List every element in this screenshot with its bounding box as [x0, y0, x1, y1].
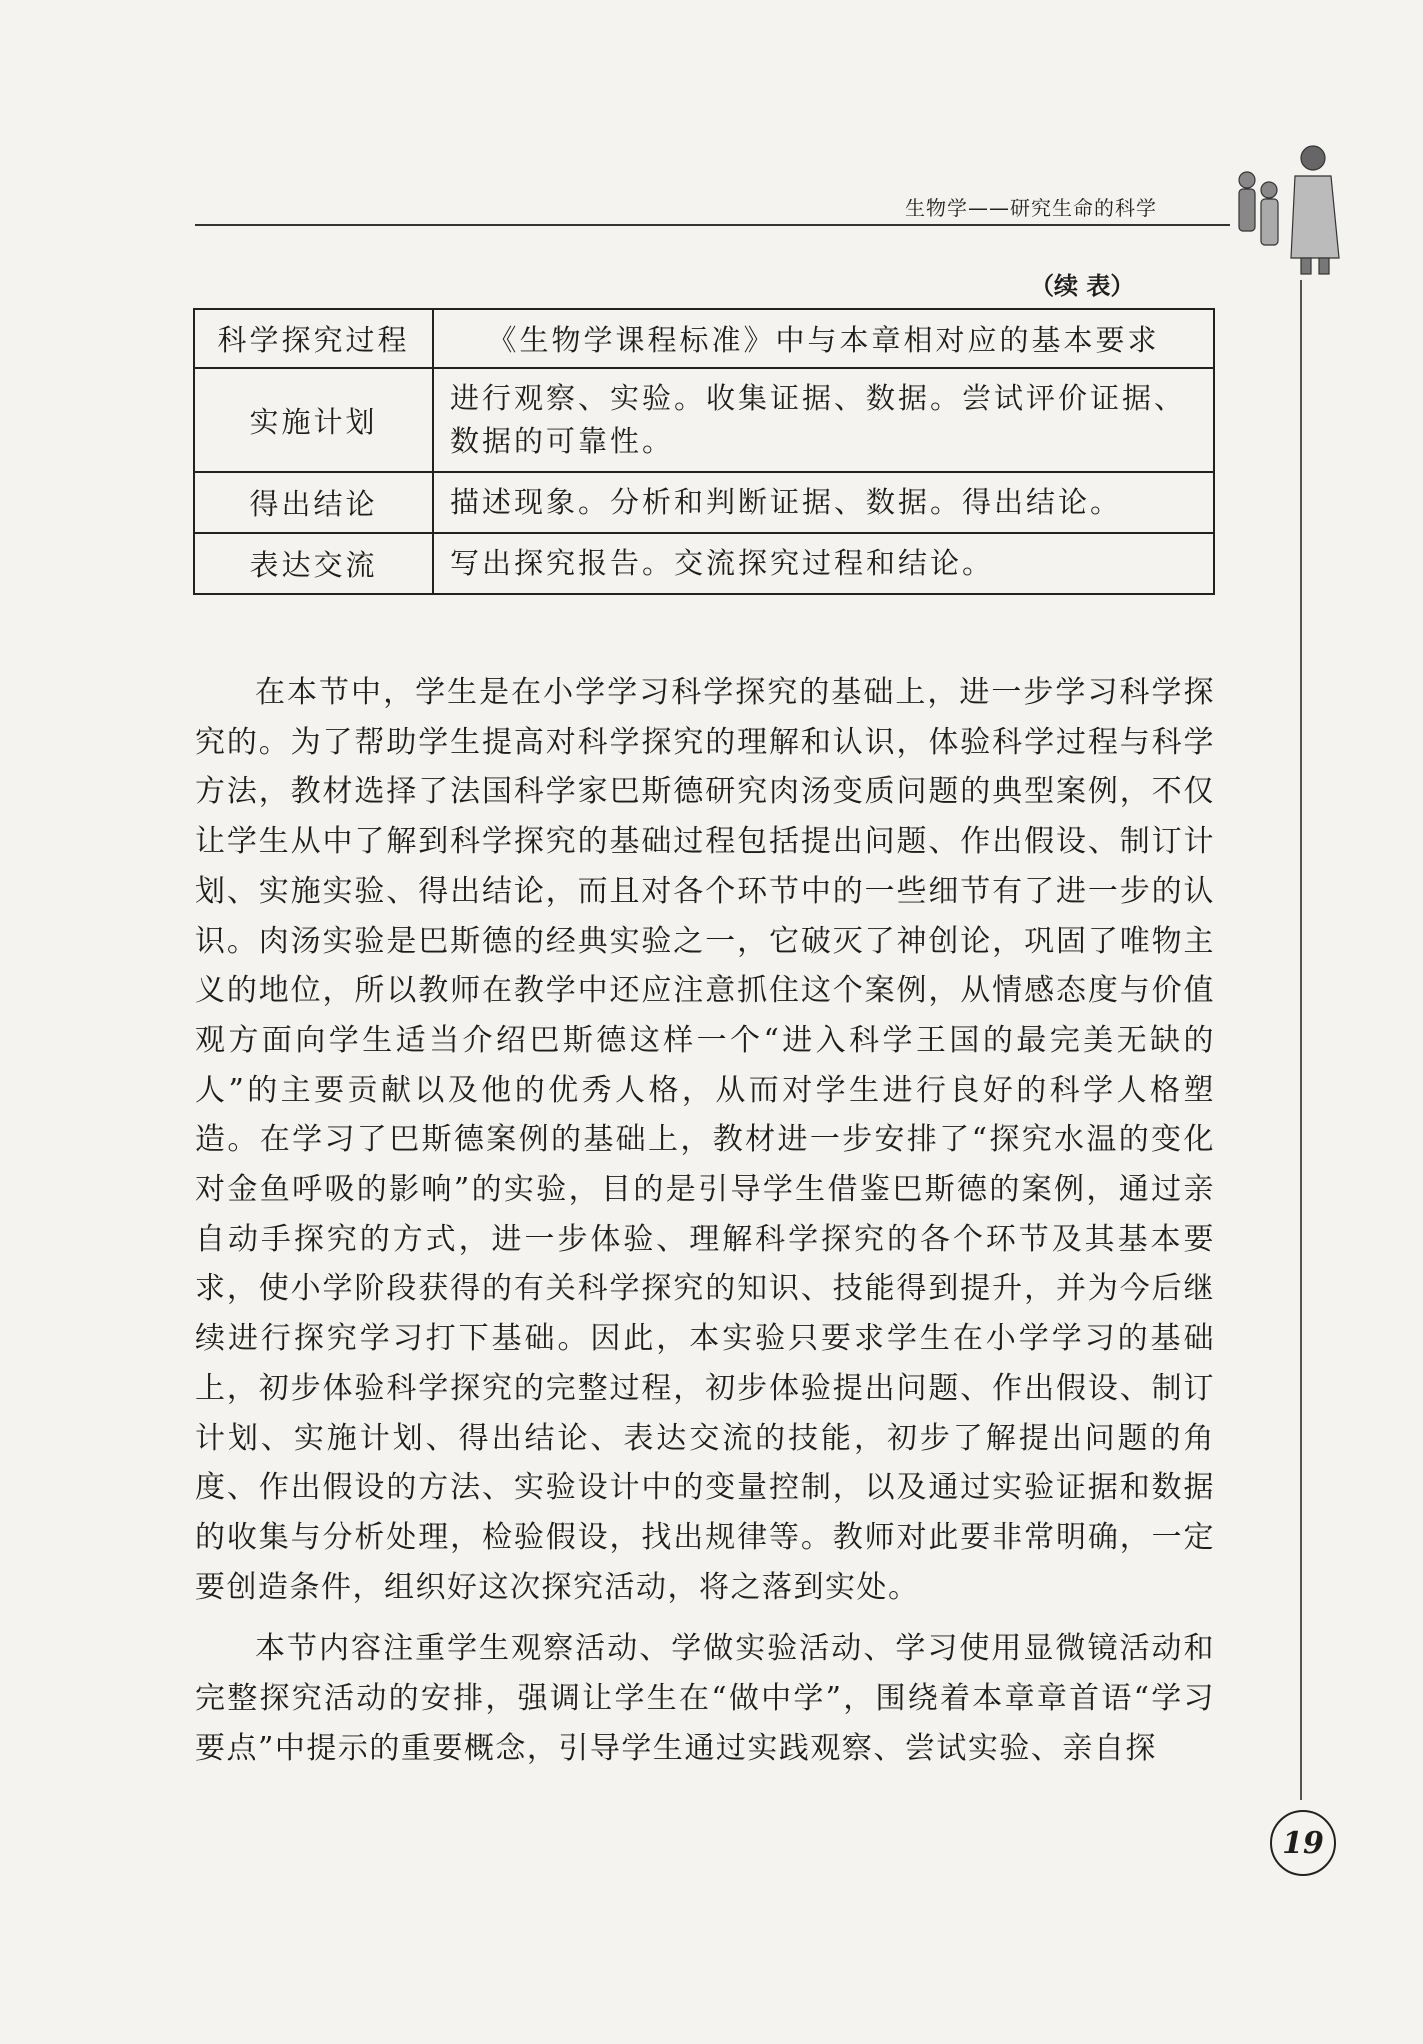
table-header-requirement: 《生物学课程标准》中与本章相对应的基本要求 — [433, 309, 1214, 368]
table-row — [194, 472, 1214, 533]
body-paragraph: 在本节中，学生是在小学学习科学探究的基础上，进一步学习科学探究的。为了帮助学生提高对科学探究的理解和认识，体验科学过程与科学方法，教材选择了法国科学家巴斯德研究肉汤变质问题的典型案例，不仅让学生从中了解到科学探究的基础过程包括提出问题、作出假设、制订计划、实施实验、得出结论，而且对各个环节中的一些细节有了进一步的认识。肉汤实验是巴斯德的经典实验之一，它破灭了神创论，巩固了唯物主义的地位，所以教师在教学中还应注意抓住这个案例，从情感态度与价值观方面向学生适当介绍巴斯德这样一个“进入科学王国的最完美无缺的人”的主要贡献以及他的优秀人格，从而对学生进行良好的科学人格塑造。在学习了巴斯德案例的基础上，教材进一步安排了“探究水温的变化对金鱼呼吸的影响”的实验，目的是引导学生借鉴巴斯德的案例，通过亲自动手探究的方式，进一步体验、理解科学探究的各个环节及其基本要求，使小学阶段获得的有关科学探究的知识、技能得到提升，并为今后继续进行探究学习打下基础。因此，本实验只要求学生在小学学习的基础上，初步体验科学探究的完整过程，初步体验提出问题、作出假设、制订计划、实施计划、得出结论、表达交流的技能，初步了解提出问题的角度、作出假设的方法、实验设计中的变量控制，以及通过实验证据和数据的收集与分析处理，检验假设，找出规律等。教师对此要非常明确，一定要创造条件，组织好这次探究活动，将之落到实处。 — [195, 675, 1215, 1605]
body-text — [195, 668, 1215, 1785]
table-cell-step: 得出结论 — [194, 472, 433, 533]
table-cell-step: 实施计划 — [194, 368, 433, 472]
table-cell-requirement: 描述现象。分析和判断证据、数据。得出结论。 — [433, 472, 1214, 533]
running-header-title: 生物学——研究生命的科学 — [905, 196, 1157, 220]
margin-rule — [1300, 280, 1302, 1800]
table-cell-step: 表达交流 — [194, 533, 433, 594]
table-header-row — [194, 309, 1214, 368]
table-caption: （续 表） — [1030, 272, 1135, 300]
standards-table — [193, 308, 1215, 595]
table-header-process: 科学探究过程 — [194, 309, 433, 368]
table-cell-requirement: 写出探究报告。交流探究过程和结论。 — [433, 533, 1214, 594]
table-row — [194, 368, 1214, 472]
page-number: 19 — [1270, 1810, 1336, 1876]
table-row — [194, 533, 1214, 594]
teacher-students-illustration — [1235, 140, 1355, 275]
body-paragraph: 本节内容注重学生观察活动、学做实验活动、学习使用显微镜活动和完整探究活动的安排，强调让学生在“做中学”，围绕着本章章首语“学习要点”中提示的重要概念，引导学生通过实践观察、尝试实验、亲自探 — [195, 1631, 1215, 1766]
header-rule — [195, 224, 1230, 226]
table-cell-requirement: 进行观察、实验。收集证据、数据。尝试评价证据、数据的可靠性。 — [433, 368, 1214, 472]
